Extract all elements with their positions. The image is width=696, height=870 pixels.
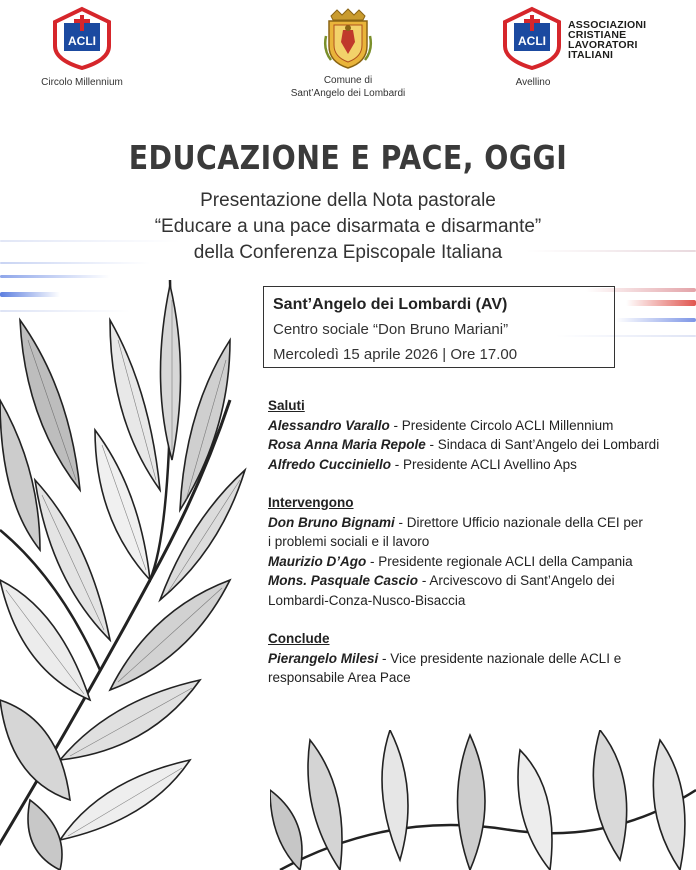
speaker-role: - Arcivescovo di Sant’Angelo dei Lombardi-Conza-Nusco-Bisaccia	[268, 573, 615, 608]
speaker-role: - Vice presidente nazionale delle ACLI e responsabile Area Pace	[268, 650, 622, 685]
logo-center-caption-2: Sant’Angelo dei Lombardi	[290, 88, 406, 99]
svg-text:ACLI: ACLI	[68, 34, 96, 48]
speaker-item	[268, 552, 688, 572]
acli-full-name	[568, 20, 646, 60]
speaker-name: Maurizio D’Ago	[268, 553, 367, 569]
section-heading-conclude: Conclude	[268, 631, 330, 646]
venue-datetime: Mercoledì 15 aprile 2026 | Ore 17.00	[273, 346, 518, 363]
assoc-line: CRISTIANE	[568, 29, 627, 41]
speaker-role: - Presidente regionale ACLI della Campania	[366, 553, 633, 569]
speaker-role: - Direttore Ufficio nazionale della CEI per i problemi sociali e il lavoro	[268, 514, 643, 549]
speaker-name: Alessandro Varallo	[268, 417, 390, 433]
venue-box	[263, 286, 615, 368]
logo-left-caption: Circolo Millennium	[41, 77, 123, 88]
speaker-item	[268, 649, 638, 688]
section-heading-intervengono: Intervengono	[268, 495, 354, 510]
event-subtitle	[0, 188, 696, 266]
speaker-role: - Presidente Circolo ACLI Millennium	[389, 417, 614, 433]
speaker-name: Alfredo Cucciniello	[268, 456, 392, 472]
subtitle-line: “Educare a una pace disarmata e disarmante”	[154, 216, 542, 237]
assoc-line: ITALIANI	[568, 49, 614, 61]
venue-location: Centro sociale “Don Bruno Mariani”	[273, 321, 509, 338]
event-title: EDUCAZIONE E PACE, OGGI	[128, 138, 568, 177]
svg-text:ACLI: ACLI	[518, 34, 546, 48]
speaker-role: - Presidente ACLI Avellino Aps	[391, 456, 577, 472]
speaker-name: Rosa Anna Maria Repole	[268, 437, 426, 452]
speaker-item	[268, 455, 688, 475]
assoc-line: LAVORATORI	[568, 39, 638, 51]
speaker-item	[268, 435, 688, 455]
logo-comune	[268, 6, 428, 100]
venue-place: Sant’Angelo dei Lombardi (AV)	[273, 296, 508, 313]
assoc-line: ASSOCIAZIONI	[568, 19, 647, 31]
speaker-name: Pierangelo Milesi	[268, 650, 379, 666]
logo-right-caption: Avellino	[515, 77, 551, 88]
logo-acli-avellino	[500, 6, 566, 89]
speaker-item	[268, 513, 648, 552]
logo-acli-millennium	[32, 6, 132, 89]
acli-shield-icon	[50, 6, 114, 70]
logo-center-caption-1: Comune di	[323, 75, 373, 86]
subtitle-line: Presentazione della Nota pastorale	[200, 190, 496, 211]
program	[268, 396, 688, 688]
acli-shield-icon	[500, 6, 564, 70]
speaker-role: - Sindaca di Sant’Angelo dei Lombardi	[425, 437, 660, 452]
subtitle-line: della Conferenza Episcopale Italiana	[193, 242, 503, 263]
section-heading-saluti: Saluti	[268, 398, 305, 413]
coat-of-arms-icon	[323, 6, 373, 70]
olive-branch-left-illustration	[0, 280, 260, 870]
olive-branch-bottom-illustration	[270, 730, 696, 870]
speaker-item	[268, 571, 638, 610]
speaker-name: Mons. Pasquale Cascio	[268, 573, 419, 588]
speaker-item	[268, 416, 688, 436]
speaker-name: Don Bruno Bignami	[268, 514, 395, 530]
